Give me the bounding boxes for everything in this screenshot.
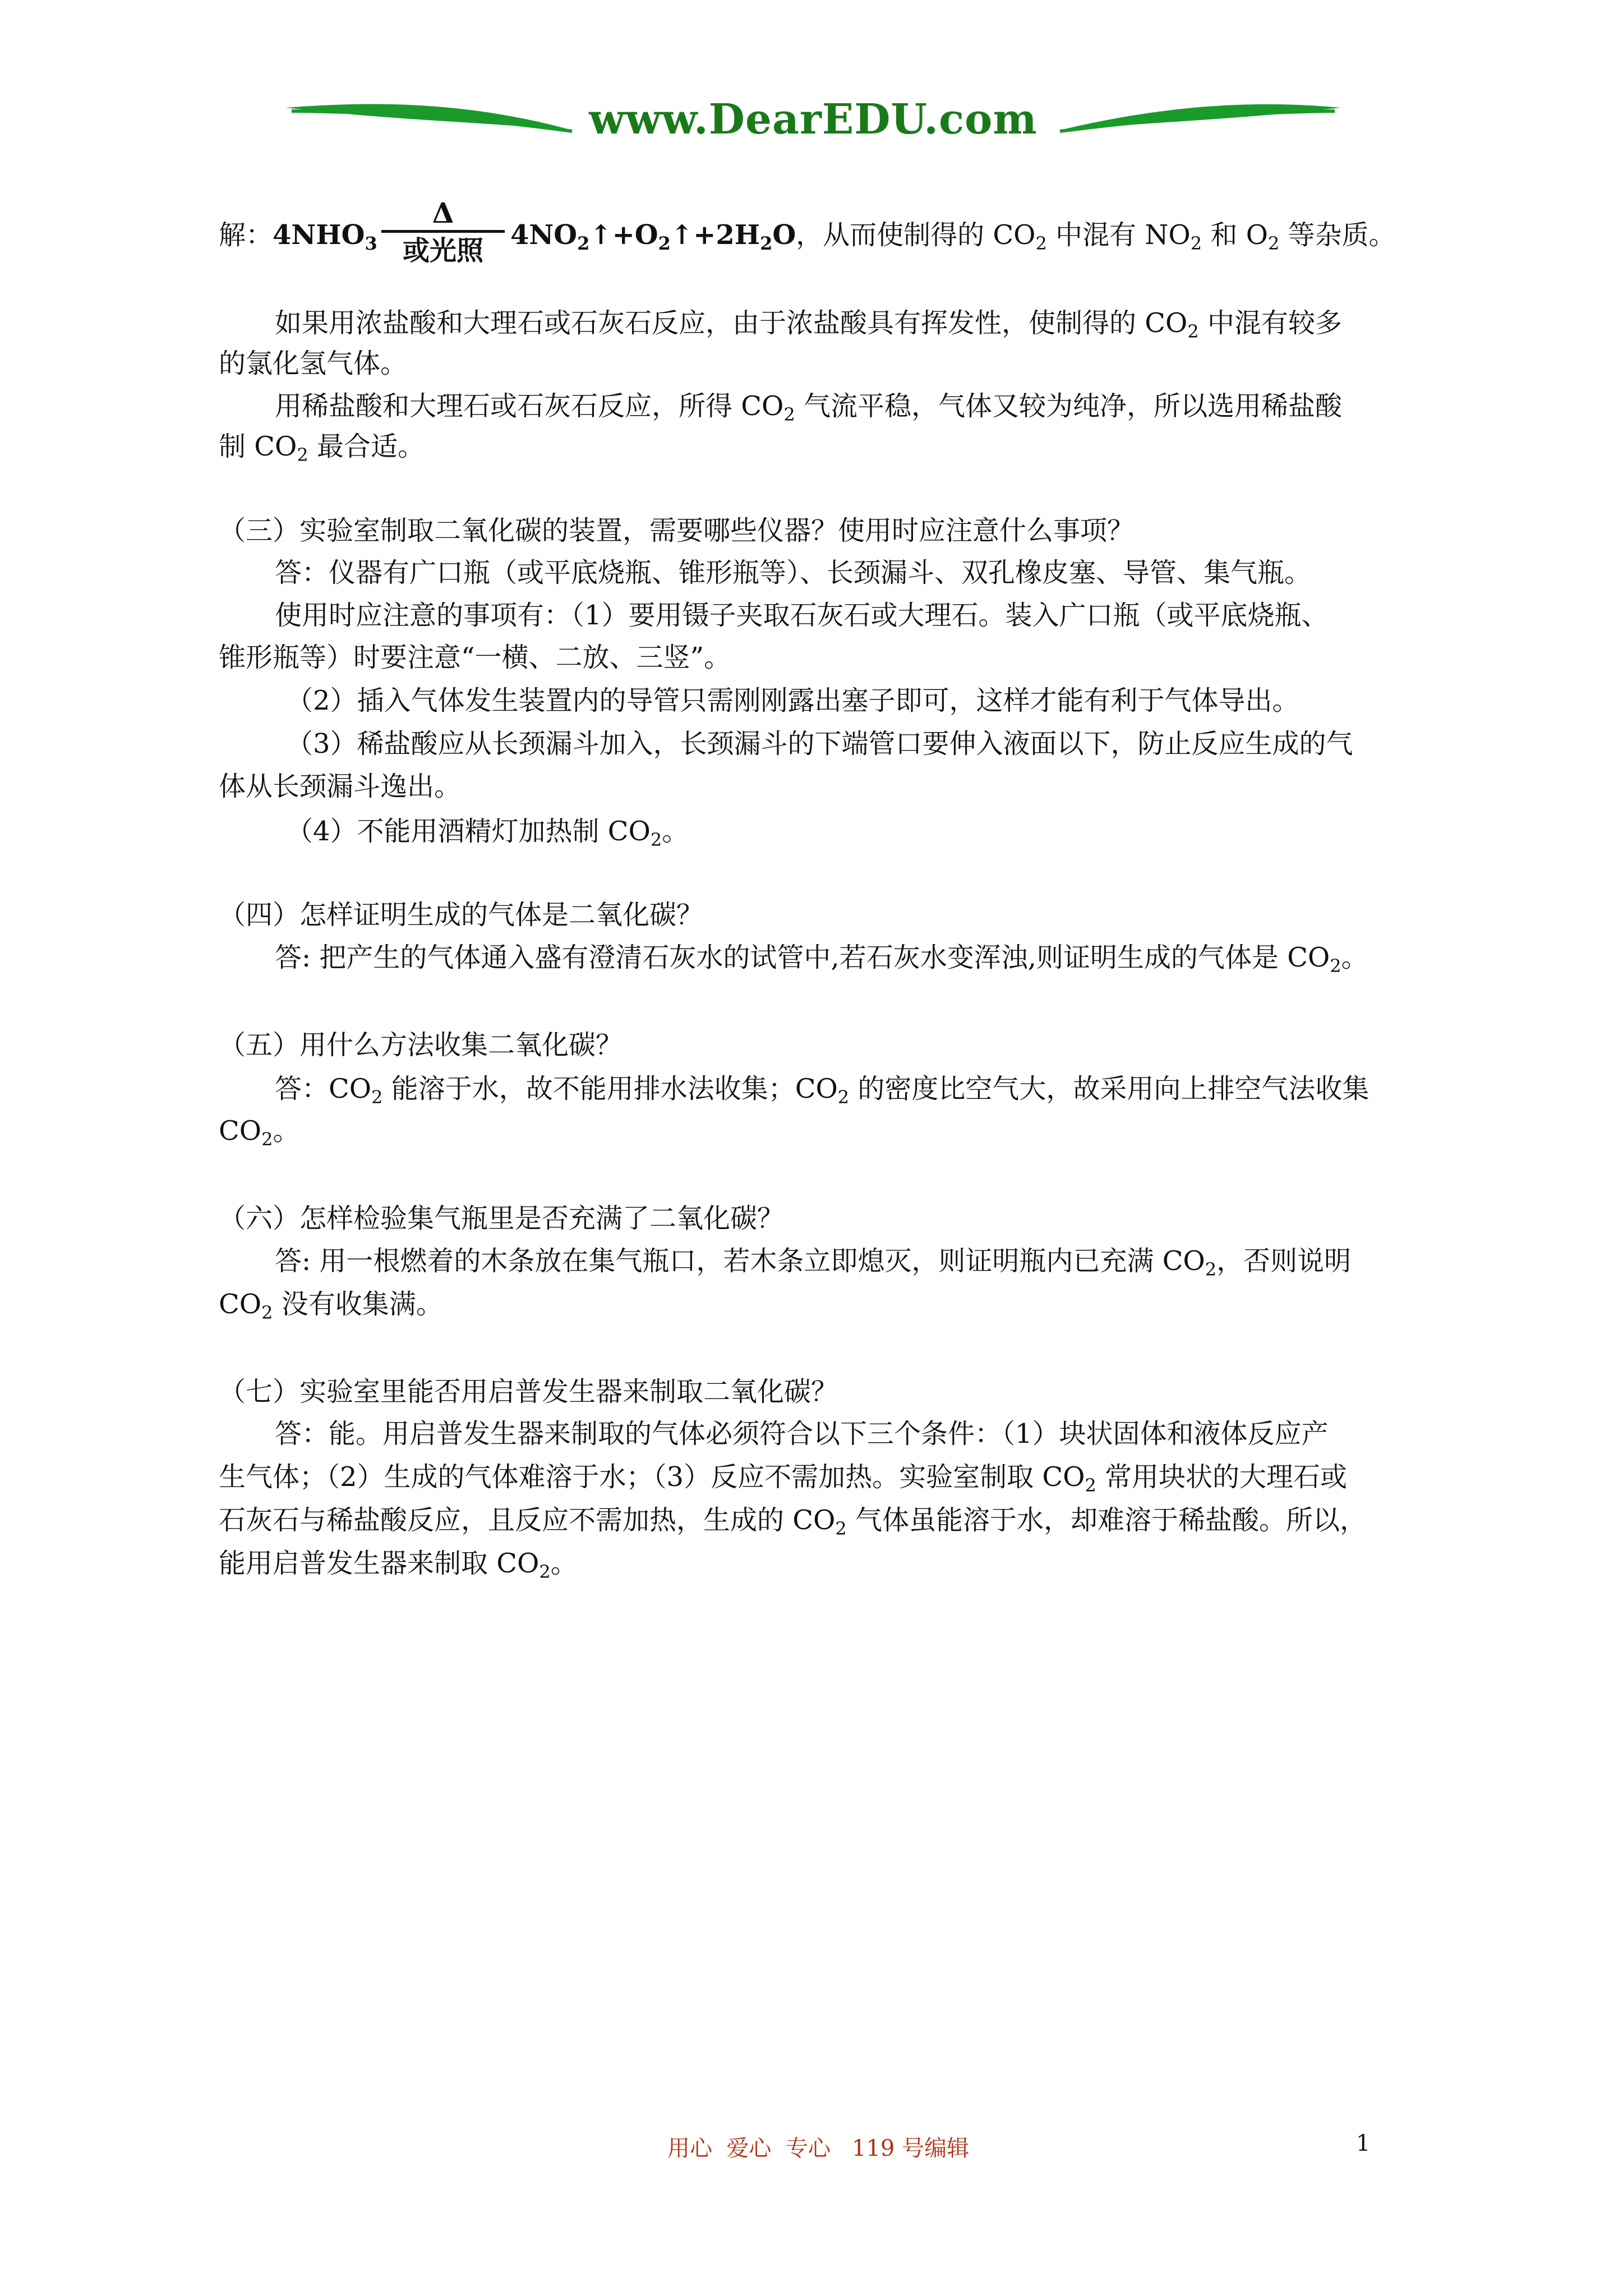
answer-3-line3: 锥形瓶等）时要注意“一横、二放、三竖”。 <box>219 642 731 673</box>
answer-7-line4: 能用启普发生器来制取 $CO_2$。 <box>219 1548 578 1582</box>
answer-3-line1: 答：仪器有广口瓶（或平底烧瓶、锥形瓶等）、长颈漏斗、双孔橡皮塞、导管、集气瓶。 <box>275 557 1312 588</box>
equation-explanation: ，从而使制得的 $CO_2$ 中混有 $NO_2$ 和 $O_2$ 等杂质。 <box>796 219 1396 254</box>
question-7: （七）实验室里能否用启普发生器来制取二氧化碳？ <box>219 1376 838 1407</box>
question-6: （六）怎样检验集气瓶里是否充满了二氧化碳？ <box>219 1203 785 1234</box>
answer-3-line7: （4）不能用酒精灯加热制 $CO_2$。 <box>286 816 689 850</box>
answer-3-line5: （3）稀盐酸应从长颈漏斗加入，长颈漏斗的下端管口要伸入液面以下，防止反应生成的气 <box>286 728 1353 760</box>
footer-slogan: 用心 爱心 专心 119 号编辑 <box>667 2136 970 2161</box>
paragraph-dilute-hcl-line1: 用稀盐酸和大理石或石灰石反应，所得 $CO_2$ 气流平稳，气体又较为纯净，所以选用稀盐酸 <box>275 390 1342 425</box>
solution-label: 解： <box>219 219 273 251</box>
equation-lhs: $4NHO_3$ <box>273 219 377 254</box>
page-number: 1 <box>1356 2131 1371 2156</box>
answer-7-line1: 答：能。用启普发生器来制取的气体必须符合以下三个条件：（1）块状固体和液体反应产 <box>275 1418 1329 1450</box>
site-logo-text[interactable]: www.DearEDU.com <box>589 95 1038 144</box>
answer-5-line2: $CO_2$。 <box>219 1115 300 1150</box>
answer-7-line2: 生气体；（2）生成的气体难溶于水；（3）反应不需加热。实验室制取 $CO_2$ 常用块状的大理石或 <box>219 1461 1348 1496</box>
paragraph-conc-hcl-line2: 的氯化氢气体。 <box>219 348 408 379</box>
answer-7-line3: 石灰石与稀盐酸反应，且反应不需加热，生成的 $CO_2$ 气体虽能溶于水，却难溶于稀盐酸。所以， <box>219 1504 1367 1539</box>
paragraph-conc-hcl-line1: 如果用浓盐酸和大理石或石灰石反应，由于浓盐酸具有挥发性，使制得的 $CO_2$ 中混有较多 <box>275 307 1342 342</box>
answer-3-line6: 体从长颈漏斗逸出。 <box>219 771 462 802</box>
answer-5-line1: 答：$CO_2$ 能溶于水，故不能用排水法收集；$CO_2$ 的密度比空气大，故采用向上排空气法收集 <box>275 1073 1370 1108</box>
heat-symbol: Δ <box>432 196 454 229</box>
answer-3-line4: （2）插入气体发生装置内的导管只需刚刚露出塞子即可，这样才能有利于气体导出。 <box>286 685 1299 716</box>
answer-4-line1: 答: 把产生的气体通入盛有澄清石灰水的试管中,若石灰水变浑浊,则证明生成的气体是 $CO_2$。 <box>275 942 1368 977</box>
question-3: （三）实验室制取二氧化碳的装置，需要哪些仪器？使用时应注意什么事项？ <box>219 515 1135 546</box>
answer-3-line2: 使用时应注意的事项有：（1）要用镊子夹取石灰石或大理石。装入广口瓶（或平底烧瓶、 <box>275 600 1329 631</box>
answer-6-line2: $CO_2$ 没有收集满。 <box>219 1289 443 1323</box>
condition-text: 或光照 <box>402 235 483 266</box>
equation-rhs: $4NO_2↑+O_2↑+2H_2O$ <box>510 219 796 254</box>
question-5: （五）用什么方法收集二氧化碳？ <box>219 1029 623 1061</box>
reaction-condition <box>381 196 505 269</box>
paragraph-dilute-hcl-line2: 制 $CO_2$ 最合适。 <box>219 431 425 466</box>
question-4: （四）怎样证明生成的气体是二氧化碳？ <box>219 899 704 931</box>
answer-6-line1: 答: 用一根燃着的木条放在集气瓶口，若木条立即熄灭，则证明瓶内已充满 $CO_2$，否则说明 <box>275 1245 1352 1280</box>
